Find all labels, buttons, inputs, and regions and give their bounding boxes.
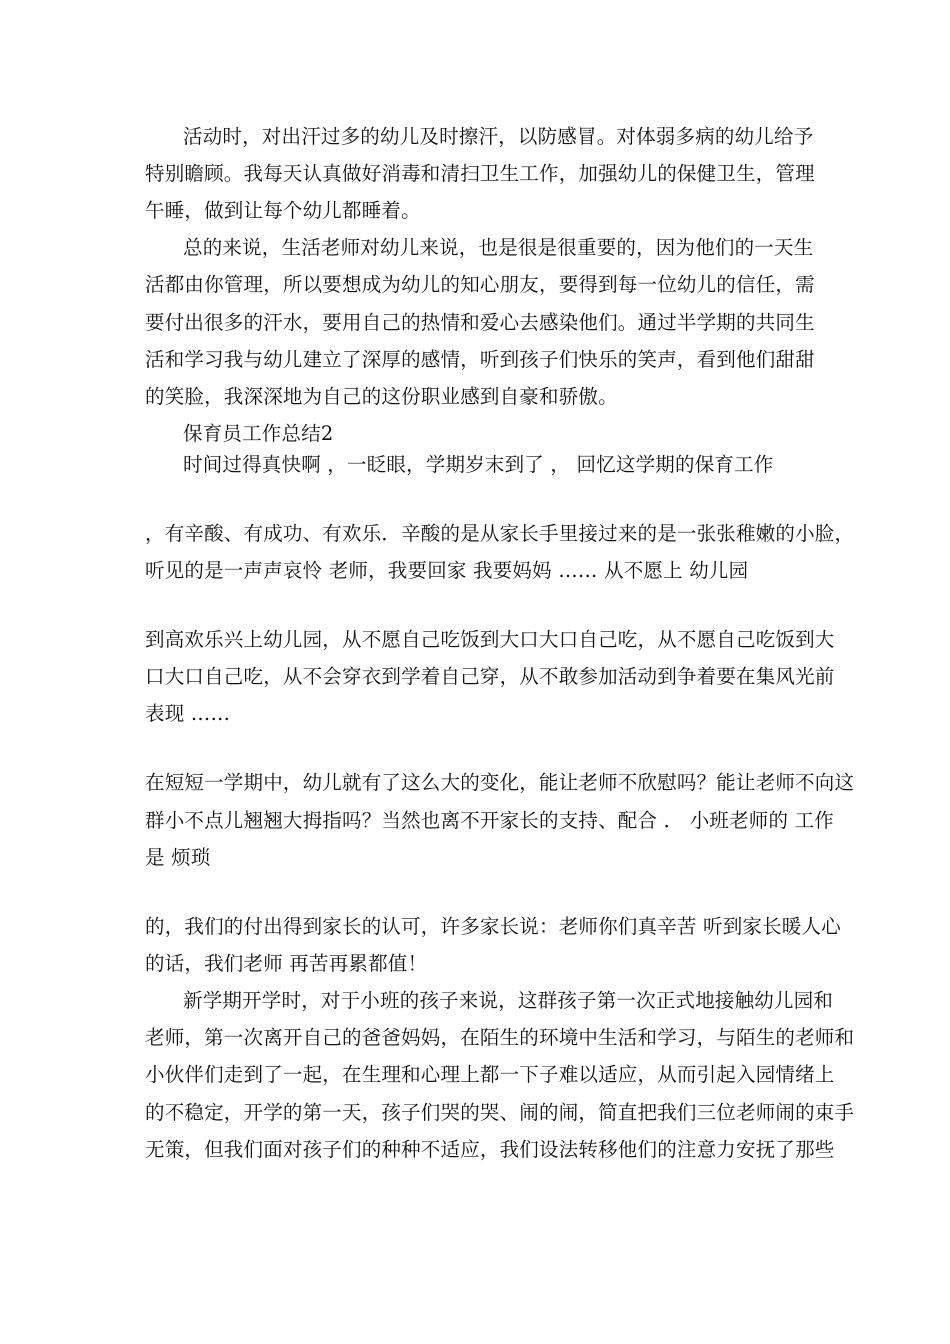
text-line: ，有辛酸、有成功、有欢乐．辛酸的是从家长手里接过来的是一张张稚嫩的小脸， [145, 522, 855, 545]
text-line: 群小不点儿翘翘大拇指吗？当然也离不开家长的支持、配合 ． 小班老师的 工作 [145, 809, 834, 832]
text-line: 表现 …… [145, 702, 231, 725]
text-line: 午睡，做到让每个幼儿都睡着。 [145, 199, 421, 222]
text-line: 的不稳定，开学的第一天，孩子们哭的哭、闹的闹，简直把我们三位老师闹的束手 [145, 1101, 855, 1124]
text-line: 到高欢乐兴上幼儿园，从不愿自己吃饭到大口大口自己吃，从不愿自己吃饭到大 [145, 628, 835, 651]
text-line: 无策，但我们面对孩子们的种种不适应，我们设法转移他们的注意力安抚了那些 [145, 1138, 835, 1161]
text-line: 总的来说，生活老师对幼儿来说，也是很是很重要的，因为他们的一天生 [183, 236, 814, 259]
text-line: 口大口自己吃，从不会穿衣到学着自己穿，从不敢参加活动到争着要在集风光前 [145, 665, 835, 688]
text-line: 活和学习我与幼儿建立了深厚的感情，听到孩子们快乐的笑声，看到他们甜甜 [145, 348, 815, 371]
text-line: 小伙伴们走到了一起，在生理和心理上都一下子难以适应，从而引起入园情绪上 [145, 1063, 835, 1086]
text-line: 的，我们的付出得到家长的认可，许多家长说：老师你们真辛苦 听到家长暖人心 [145, 915, 841, 938]
text-line: 要付出很多的汗水，要用自己的热情和爱心去感染他们。通过半学期的共同生 [145, 311, 815, 334]
text-line: 时间过得真快啊 ，一眨眼，学期岁末到了 ， 回忆这学期的保育工作 [183, 453, 774, 476]
text-line: 特别瞻顾。我每天认真做好消毒和清扫卫生工作，加强幼儿的保健卫生，管理 [145, 162, 815, 185]
text-line: 在短短一学期中，幼儿就有了这么大的变化，能让老师不欣慰吗？能让老师不向这 [145, 771, 855, 794]
text-line: 的话，我们老师 再苦再累都值！ [145, 952, 428, 975]
text-line: 听见的是一声声哀怜 老师，我要回家 我要妈妈 …… 从不愿上 幼儿园 [145, 559, 749, 582]
text-line: 活都由你管理，所以要想成为幼儿的知心朋友，要得到每一位幼儿的信任，需 [145, 273, 815, 296]
text-line: 新学期开学时，对于小班的孩子来说，这群孩子第一次正式地接触幼儿园和 [183, 989, 834, 1012]
section-heading: 保育员工作总结2 [183, 422, 334, 445]
text-line: 老师，第一次离开自己的爸爸妈妈，在陌生的环境中生活和学习，与陌生的老师和 [145, 1026, 855, 1049]
text-line: 活动时，对出汗过多的幼儿及时擦汗，以防感冒。对体弱多病的幼儿给予 [183, 125, 814, 148]
text-line: 的笑脸，我深深地为自己的这份职业感到自豪和骄傲。 [145, 385, 618, 408]
text-line: 是 烦琐 [145, 846, 211, 869]
